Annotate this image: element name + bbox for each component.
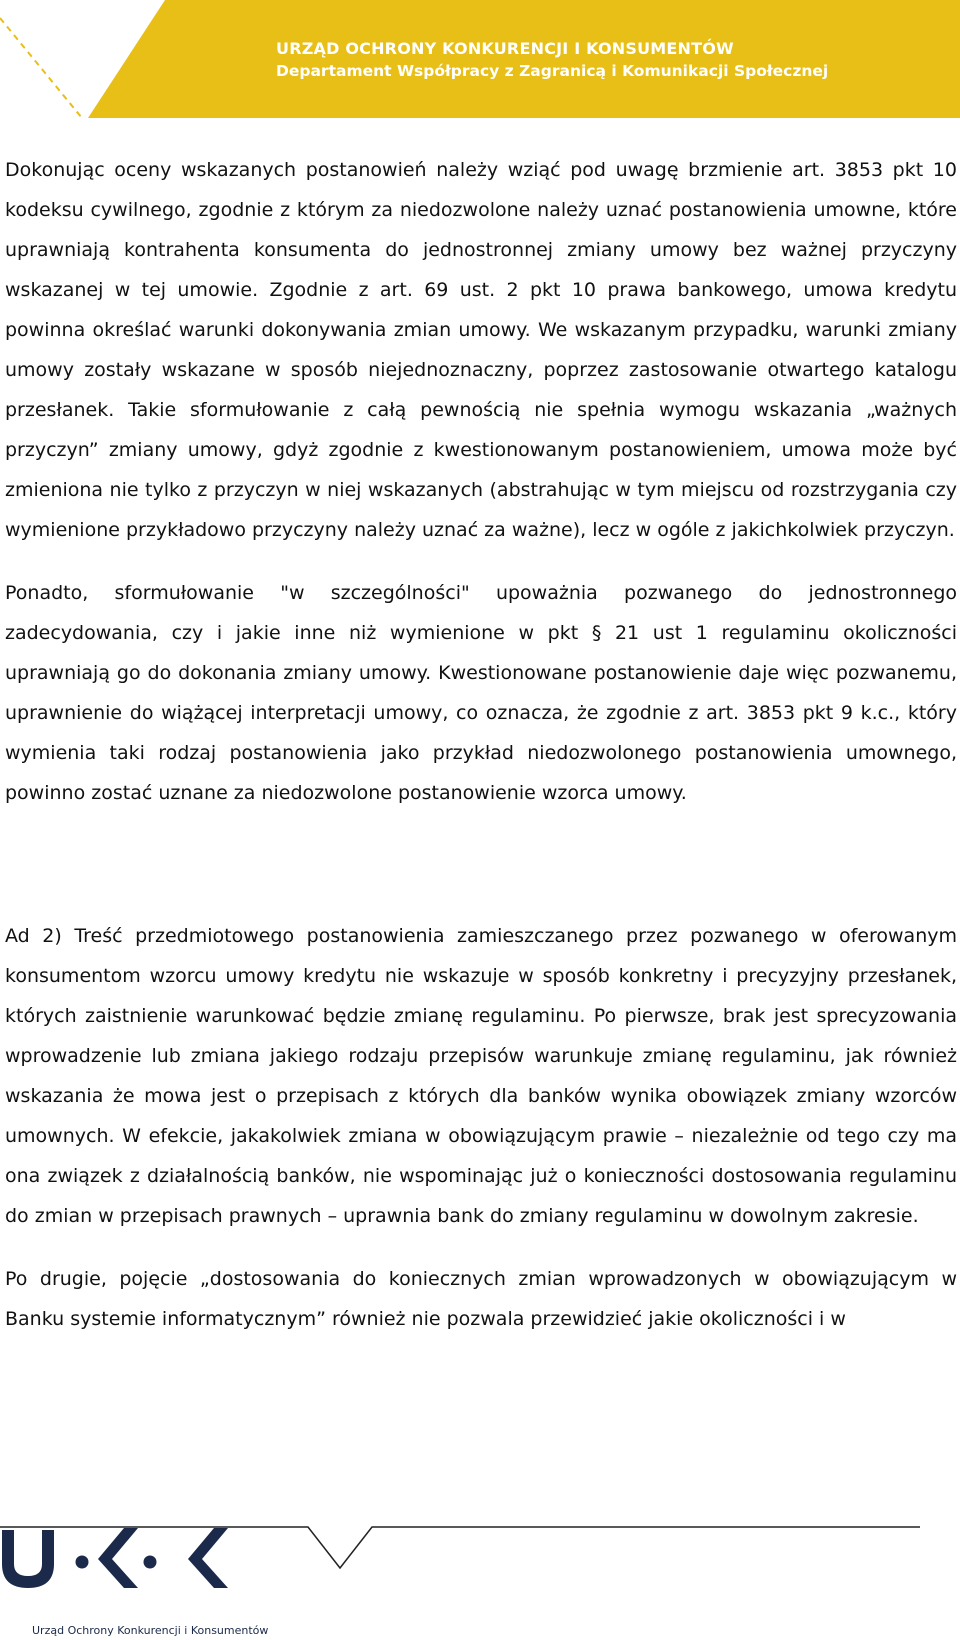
department-name: Departament Współpracy z Zagranicą i Komunikacji Społecznej [276, 62, 829, 80]
footer [0, 1526, 960, 1640]
paragraph-1: Dokonując oceny wskazanych postanowień należy wziąć pod uwagę brzmienie art. 3853 pkt 10 kodeksu cywilnego, zgodnie z którym za niedozwolone należy uznać postanowienia umowne, które uprawniają kontrahenta konsumenta do jednostronnej zmiany umowy bez ważnej przyczyny wskazanej w tej umowie. Zgodnie z art. 69 ust. 2 pkt 10 prawa bankowego, umowa kredytu powinna określać warunki dokonywania zmian umowy. We wskazanym przypadku, warunki zmiany umowy zostały wskazane w sposób niejednoznaczny, poprzez zastosowanie otwartego katalogu przesłanek. Takie sformułowanie z całą pewnością nie spełnia wymogu wskazania „ważnych przyczyn” zmiany umowy, gdyż zgodnie z kwestionowanym postanowieniem, umowa może być zmieniona nie tylko z przyczyn w niej wskazanych (abstrahując w tym miejscu od rozstrzygania czy wymienione przykładowo przyczyny należy uznać za ważne), lecz w ogóle z jakichkolwiek przyczyn. [5, 159, 957, 541]
header-text [276, 38, 828, 82]
document-body [5, 150, 957, 1339]
logo-caption: Urząd Ochrony Konkurencji i Konsumentów [32, 1624, 269, 1637]
org-name: URZĄD OCHRONY KONKURENCJI I KONSUMENTÓW [276, 39, 734, 58]
paragraph-4: Po drugie, pojęcie „dostosowania do koniecznych zmian wprowadzonych w obowiązującym w Banku systemie informatycznym” również nie pozwala przewidzieć jakie okoliczności i w [5, 1268, 957, 1330]
uokik-logo [0, 1526, 260, 1590]
paragraph-2: Ponadto, sformułowanie "w szczególności" upoważnia pozwanego do jednostronnego zadecydowania, czy i jakie inne niż wymienione w pkt § 21 ust 1 regulaminu okoliczności uprawniają go do dokonania zmiany umowy. Kwestionowane postanowienie daje więc pozwanemu, uprawnienie do wiążącej interpretacji umowy, co oznacza, że zgodnie z art. 3853 pkt 9 k.c., który wymienia taki rodzaj postanowienia jako przykład niedozwolonego postanowienia umownego, powinno zostać uznane za niedozwolone postanowienie wzorca umowy. [5, 582, 957, 804]
paragraph-3: Ad 2) Treść przedmiotowego postanowienia zamieszczanego przez pozwanego w oferowanym konsumentom wzorcu umowy kredytu nie wskazuje w sposób konkretny i precyzyjny przesłanek, których zaistnienie warunkować będzie zmianę regulaminu. Po pierwsze, brak jest sprecyzowania wprowadzenie lub zmiana jakiego rodzaju przepisów warunkuje zmianę regulaminu, jak również wskazania że mowa jest o przepisach z których dla banków wynika obowiązek zmiany wzorców umownych. W efekcie, jakakolwiek zmiana w obowiązującym prawie – niezależnie od tego czy ma ona związek z działalnością banków, nie wspominając już o konieczności dostosowania regulaminu do zmian w przepisach prawnych – uprawnia bank do zmiany regulaminu w dowolnym zakresie. [5, 925, 957, 1227]
header-band [0, 0, 960, 118]
